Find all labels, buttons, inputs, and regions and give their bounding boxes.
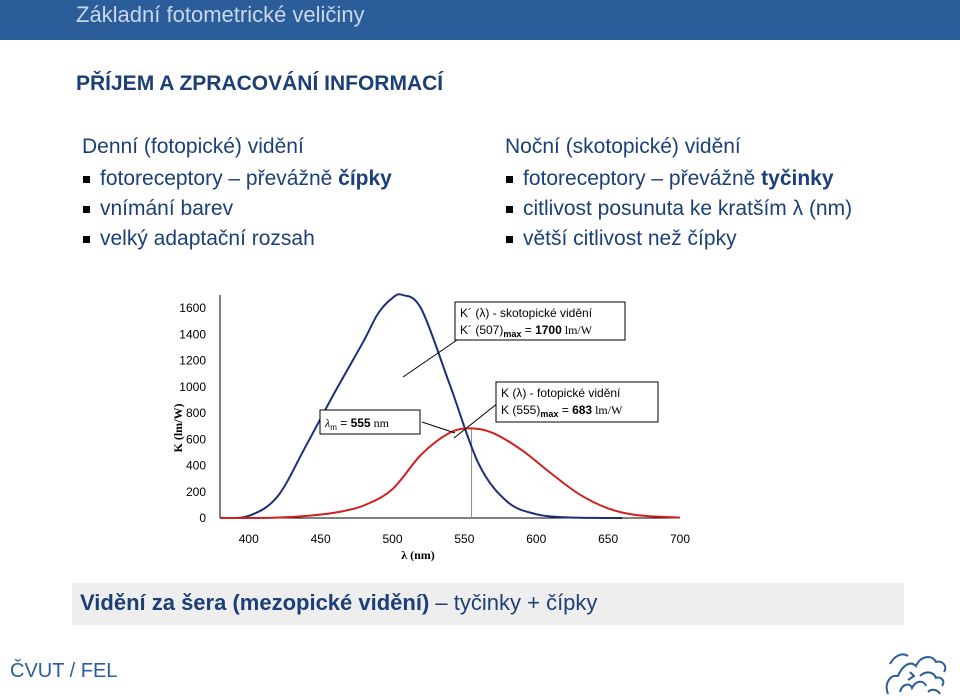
x-tick-label: 550 xyxy=(454,532,475,546)
y-tick-label: 1400 xyxy=(179,327,206,342)
lambda-max-box xyxy=(320,410,420,434)
x-tick-label: 650 xyxy=(598,532,619,546)
y-tick-label: 400 xyxy=(185,458,206,473)
mesopic-note xyxy=(72,583,904,625)
photopic-bullet-color: vnímání barev xyxy=(82,194,392,224)
photopic-column xyxy=(82,134,392,254)
footer-org: ČVUT / FEL xyxy=(10,660,118,682)
lion-logo xyxy=(880,646,952,698)
x-tick-label: 450 xyxy=(310,532,331,546)
luminous-efficacy-chart xyxy=(160,288,700,570)
photopic-annotation-value: K $(555)_{max} = 683$ lm/W xyxy=(501,403,623,419)
scotopic-column xyxy=(505,134,852,254)
x-tick-labels xyxy=(239,532,691,546)
scotopic-bullet-sensitivity: větší citlivost než čípky xyxy=(505,224,852,254)
y-tick-label: 1200 xyxy=(179,353,206,368)
y-axis-label: K (lm/W) xyxy=(171,403,185,453)
y-tick-label: 200 xyxy=(185,484,206,499)
y-tick-label: 600 xyxy=(185,432,206,447)
scotopic-rods: tyčinky xyxy=(761,167,834,190)
section-heading: PŘÍJEM A ZPRACOVÁNÍ INFORMACÍ xyxy=(76,72,444,95)
mesopic-text xyxy=(80,590,597,616)
mesopic-bold: Vidění za šera (mezopické vidění) xyxy=(80,590,430,615)
y-tick-label: 1000 xyxy=(179,379,206,394)
photopic-bullets xyxy=(82,164,392,254)
photopic-bullet-range: velký adaptační rozsah xyxy=(82,224,392,254)
scotopic-annotation-value: K´ $(507)_{max} = 1700$ lm/W xyxy=(460,323,593,339)
y-tick-label: 0 xyxy=(199,511,206,525)
x-tick-label: 400 xyxy=(238,532,259,546)
title-bar xyxy=(0,0,960,40)
photopic-annotation-box xyxy=(496,382,658,422)
y-tick-label: 800 xyxy=(185,406,206,421)
x-tick-label: 600 xyxy=(526,532,547,546)
y-tick-label: 1600 xyxy=(179,301,206,316)
photopic-curve xyxy=(220,428,680,518)
x-tick-label: 700 xyxy=(669,532,691,546)
photopic-cones: čípky xyxy=(338,167,392,190)
x-tick-label: 500 xyxy=(382,532,403,546)
scotopic-callout-line xyxy=(403,340,457,377)
lambda-max-arrow xyxy=(422,422,455,433)
photopic-heading: Denní (fotopické) vidění xyxy=(82,135,304,158)
photopic-annotation-title: K (λ) - fotopické vidění xyxy=(501,386,621,400)
scotopic-annotation-title: K´ (λ) - skotopické vidění xyxy=(460,306,593,320)
chart-svg xyxy=(160,288,700,570)
scotopic-bullet-receptors: fotoreceptory – převážně tyčinky xyxy=(505,164,852,194)
scotopic-heading: Noční (skotopické) vidění xyxy=(505,135,741,158)
scotopic-annotation-box xyxy=(455,302,625,340)
scotopic-bullet-shift: citlivost posunuta ke kratším λ (nm) xyxy=(505,194,852,224)
lambda-max-label: $\lambda_m = 555$ nm xyxy=(325,416,389,432)
photopic-bullet-receptors: fotoreceptory – převážně čípky xyxy=(82,164,392,194)
mesopic-rest: – tyčinky + čípky xyxy=(429,590,598,615)
slide-title: Základní fotometrické veličiny xyxy=(76,2,365,27)
x-axis-label: λ (nm) xyxy=(401,548,435,562)
scotopic-bullets xyxy=(505,164,852,254)
